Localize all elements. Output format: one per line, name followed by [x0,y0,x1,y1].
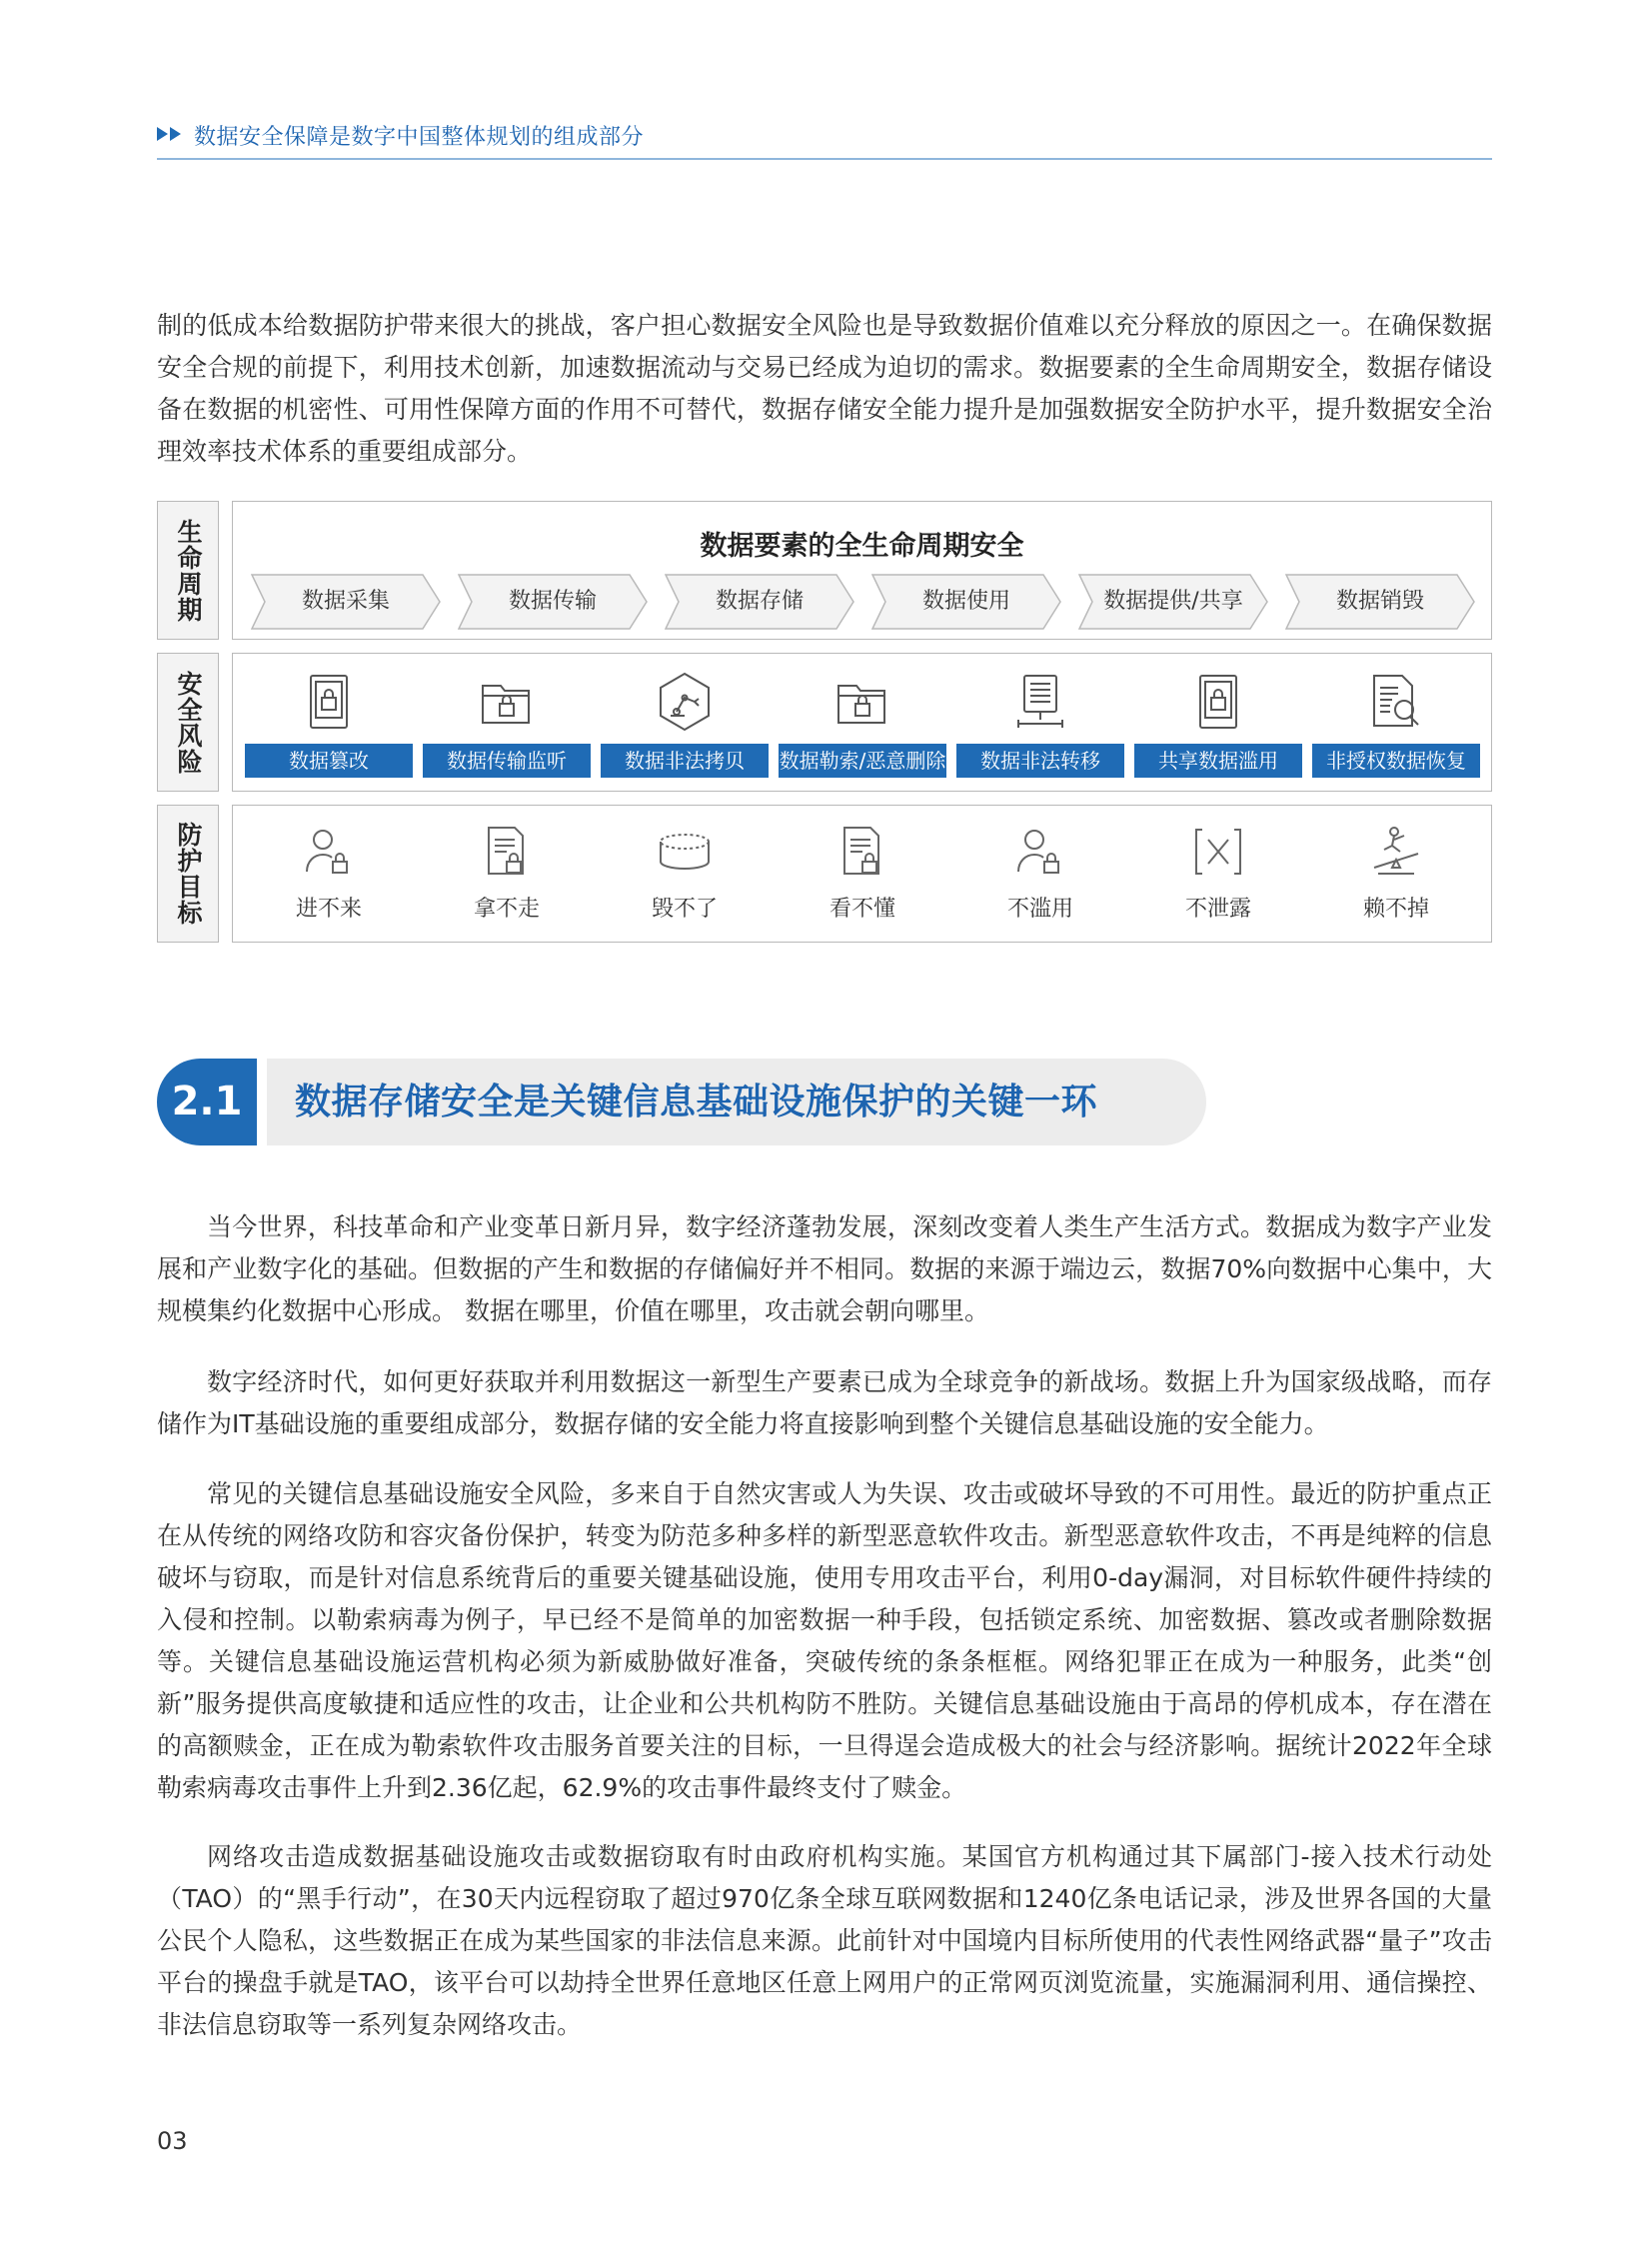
blocked-box-icon [1190,824,1246,880]
paragraph: 当今世界，科技革命和产业变革日新月异，数字经济蓬勃发展，深刻改变着人类生产生活方式。数据成为数字产业发展和产业数字化的基础。但数据的产生和数据的存储偏好并不相同。数据的来源于端边云，数据70%向数据中心集中，大规模集约化数据中心形成。 数据在哪里，价值在哪里，攻击就会朝向哪里。 [157,1212,1492,1325]
lifecycle-title: 数据要素的全生命周期安全 [700,531,1024,562]
goal-item: 毁不了 [605,806,765,944]
row-label-goals: 防护目标 [157,805,219,943]
server-transfer-icon [1008,670,1072,734]
header-title: 数据安全保障是数字中国整体规划的组成部分 [194,125,645,150]
goal-item: 不滥用 [960,806,1120,944]
risk-item: 数据非法拷贝 [601,654,769,793]
risk-item: 数据勒索/恶意删除 [779,654,946,793]
goals-row [232,805,1492,943]
seesaw-person-icon [1368,824,1424,880]
risk-item: 共享数据滥用 [1134,654,1302,793]
tablet-lock-icon [297,670,361,734]
stage-chevron: 数据采集 [251,574,441,630]
stage-chevron: 数据传输 [458,574,648,630]
double-arrow-icon [157,126,187,142]
stage-chevron: 数据提供/共享 [1078,574,1268,630]
robot-arm-icon [653,670,717,734]
page-number: 03 [157,2127,188,2155]
risk-item: 数据篡改 [245,654,413,793]
row-label-risks: 安全风险 [157,653,219,792]
page-header [157,118,1492,160]
stage-chevron: 数据销毁 [1285,574,1475,630]
tablet-lock-icon [1186,670,1250,734]
folder-lock-icon [830,670,894,734]
paragraph: 常见的关键信息基础设施安全风险，多来自于自然灾害或人为失误、攻击或破坏导致的不可用性。最近的防护重点正在从传统的网络攻防和容灾备份保护，转变为防范多种多样的新型恶意软件攻击。新型恶意软件攻击，不再是纯粹的信息破坏与窃取，而是针对信息系统背后的重要关键基础设施，使用专用攻击平台，利用0-day漏洞，对目标软件硬件持续的入侵和控制。以勒索病毒为例子，早已经不是简单的加密数据一种手段，包括锁定系统、加密数据、篡改或者删除数据等。关键信息基础设施运营机构必须为新威胁做好准备，突破传统的条条框框。网络犯罪正在成为一种服务，此类“创新”服务提供高度敏捷和适应性的攻击，让企业和公共机构防不胜防。关键信息基础设施由于高昂的停机成本，存在潜在的高额赎金，正在成为勒索软件攻击服务首要关注的目标，一旦得逞会造成极大的社会与经济影响。据统计2022年全球勒索病毒攻击事件上升到2.36亿起，62.9%的攻击事件最终支付了赎金。 [157,1479,1492,1802]
section-number: 2.1 [157,1059,257,1145]
goal-item: 拿不走 [427,806,587,944]
section-title: 数据存储安全是关键信息基础设施保护的关键一环 [295,1082,1098,1122]
goal-item: 不泄露 [1138,806,1298,944]
risk-item: 数据非法转移 [956,654,1124,793]
goal-item: 看不懂 [783,806,942,944]
document-lock-icon [834,824,890,880]
risk-item: 非授权数据恢复 [1312,654,1480,793]
lifecycle-row [232,501,1492,640]
paragraph: 网络攻击造成数据基础设施攻击或数据窃取有时由政府机构实施。某国官方机构通过其下属部门-接入技术行动处（TAO）的“黑手行动”，在30天内远程窃取了超过970亿条全球互联网数据和1240亿条电话记录，涉及世界各国的大量公民个人隐私，这些数据正在成为某些国家的非法信息来源。此前针对中国境内目标所使用的代表性网络武器“量子”攻击平台的操盘手就是TAO，该平台可以劫持全世界任意地区任意上网用户的正常网页浏览流量，实施漏洞利用、通信操控、非法信息窃取等一系列复杂网络攻击。 [157,1842,1492,2039]
row-label-lifecycle: 生命周期 [157,501,219,640]
user-lock-icon [301,824,357,880]
intro-paragraph: 制的低成本给数据防护带来很大的挑战，客户担心数据安全风险也是导致数据价值难以充分释放的原因之一。在确保数据安全合规的前提下，利用技术创新，加速数据流动与交易已经成为迫切的需求。数据要素的全生命周期安全，数据存储设备在数据的机密性、可用性保障方面的作用不可替代，数据存储安全能力提升是加强数据安全防护水平，提升数据安全治理效率技术体系的重要组成部分。 [157,311,1492,466]
goal-item: 进不来 [249,806,409,944]
user-lock-icon [1012,824,1068,880]
document-search-icon [1364,670,1428,734]
goal-item: 赖不掉 [1316,806,1476,944]
paragraph: 数字经济时代，如何更好获取并利用数据这一新型生产要素已成为全球竞争的新战场。数据上升为国家级战略，而存储作为IT基础设施的重要组成部分，数据存储的安全能力将直接影响到整个关键信息基础设施的安全能力。 [157,1367,1492,1438]
risks-row [232,653,1492,792]
risk-item: 数据传输监听 [423,654,591,793]
folder-lock-icon [475,670,539,734]
document-lock-icon [479,824,535,880]
stage-chevron: 数据使用 [871,574,1061,630]
stage-chevron: 数据存储 [665,574,854,630]
section-heading [157,1059,1206,1145]
disk-icon [657,824,713,880]
